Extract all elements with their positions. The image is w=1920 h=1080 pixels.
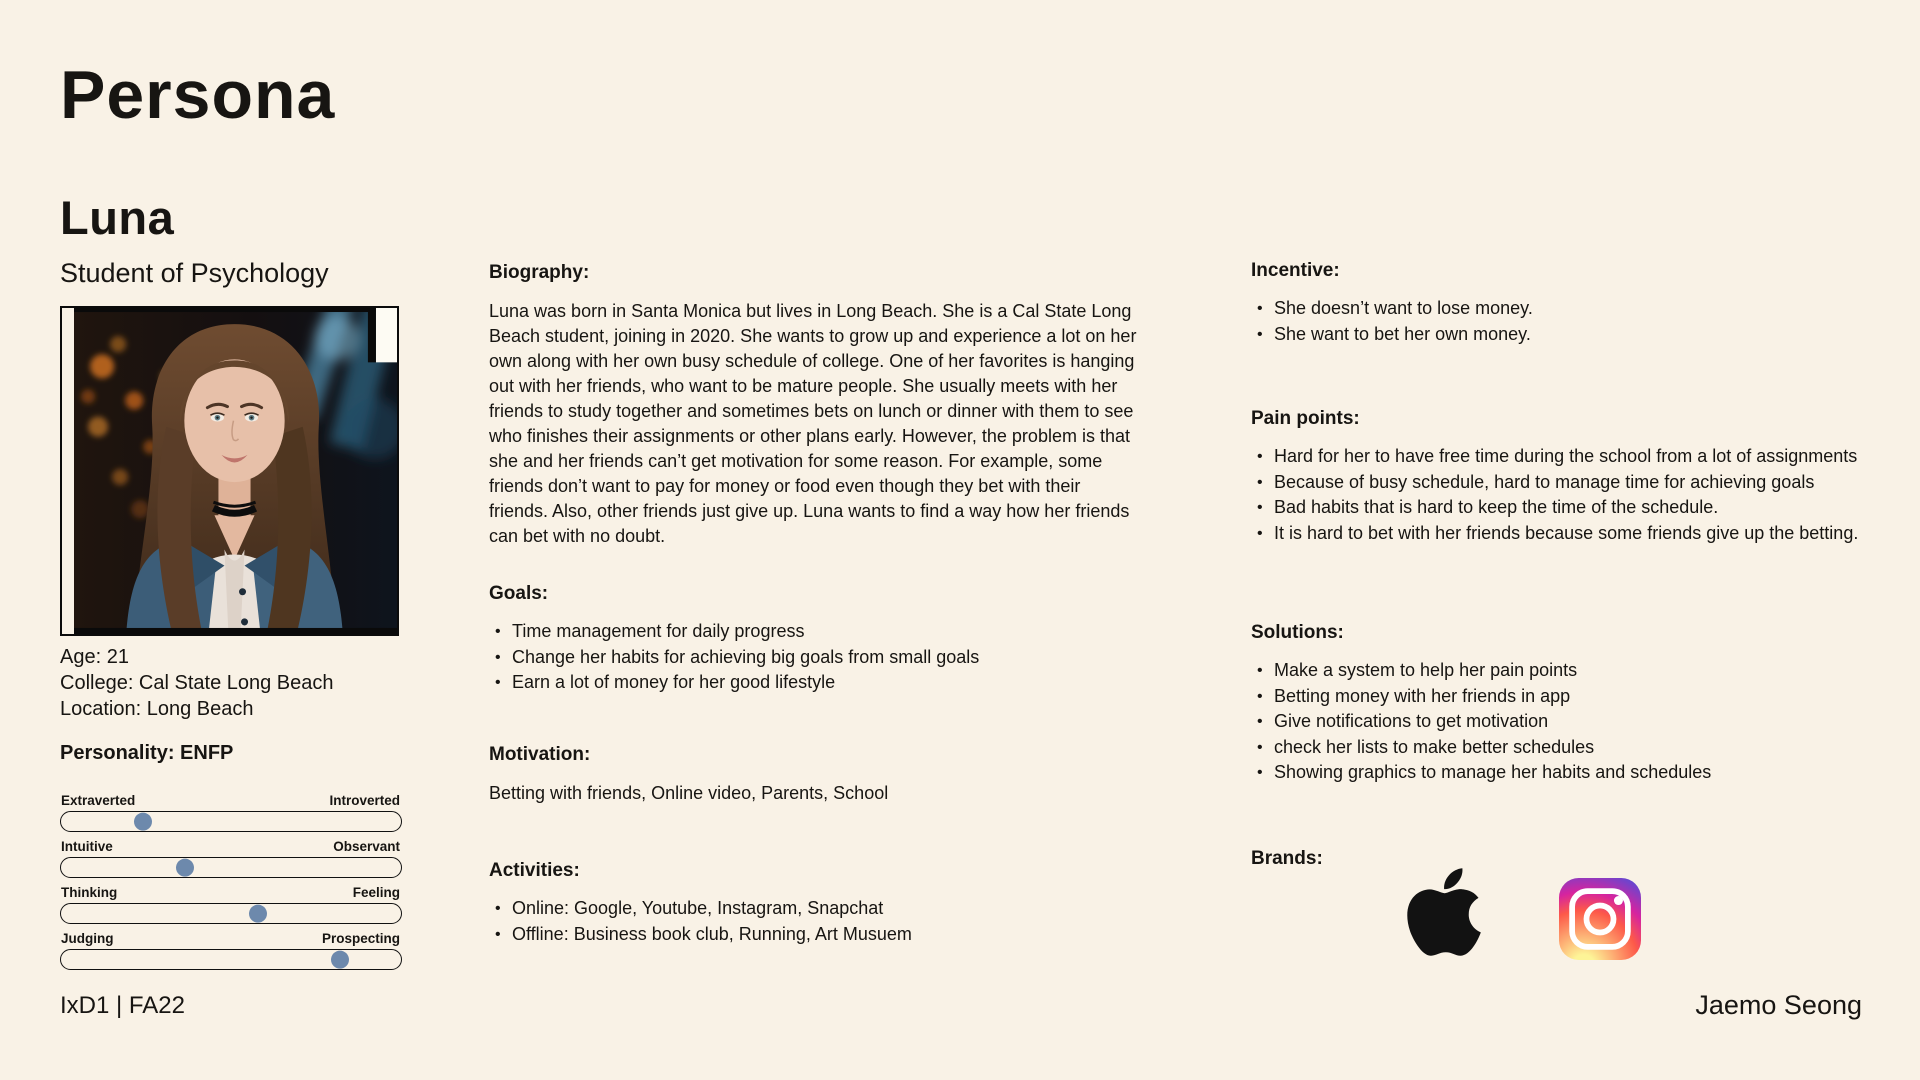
persona-photo bbox=[60, 306, 399, 636]
section-heading: Solutions: bbox=[1251, 622, 1344, 643]
slider-handle[interactable] bbox=[249, 904, 267, 922]
profile-age: Age: 21 bbox=[60, 646, 129, 668]
course-code: IxD1 | FA22 bbox=[60, 992, 185, 1019]
list-item: • Hard for her to have free time during the school from a lot of assignments bbox=[1251, 444, 1911, 470]
slider-track bbox=[60, 949, 402, 970]
list-item: • Bad habits that is hard to keep the time of the schedule. bbox=[1251, 495, 1911, 521]
biography-text: Luna was born in Santa Monica but lives in Long Beach. She is a Cal State Long Beach student, joining in 2020. She wants to grow up and experience a lot on her own along with her own busy schedule of college. One of her favorites is hanging out with her friends, who want to be mature people. She usually meets with her friends to study together and sometimes bets on lunch or dinner with them to see who finishes their assignments or other plans early. However, the problem is that she and her friends can’t get motivation for some reason. For example, some friends don’t want to pay for money or food even though they bet with their friends. Also, other friends just give up. Luna wants to find a way how her friends can bet with no doubt. bbox=[489, 301, 1137, 546]
slider-track bbox=[60, 903, 402, 924]
brand-logos bbox=[1251, 848, 1911, 968]
list-item: • Time management for daily progress bbox=[489, 619, 1144, 645]
section-heading: Pain points: bbox=[1251, 408, 1360, 429]
slider-right-label: Feeling bbox=[352, 885, 400, 900]
section-heading: Goals: bbox=[489, 583, 549, 604]
slider-left-label: Judging bbox=[61, 931, 114, 946]
list-item: • She want to bet her own money. bbox=[1251, 322, 1911, 348]
section-solutions bbox=[1251, 622, 1911, 786]
section-pain-points bbox=[1251, 408, 1911, 546]
slider-judging-prospecting bbox=[60, 931, 402, 970]
personality-label: Personality: ENFP bbox=[60, 742, 234, 764]
list-item: • check her lists to make better schedules bbox=[1251, 735, 1911, 761]
list-item: • Earn a lot of money for her good lifestyle bbox=[489, 670, 1144, 696]
list-item: • Online: Google, Youtube, Instagram, Snapchat bbox=[489, 896, 1144, 922]
list-item: • Make a system to help her pain points bbox=[1251, 658, 1911, 684]
list-item: • Because of busy schedule, hard to manage time for achieving goals bbox=[1251, 470, 1911, 496]
apple-logo-icon bbox=[1406, 862, 1482, 962]
section-heading: Incentive: bbox=[1251, 260, 1340, 281]
instagram-logo-icon bbox=[1559, 878, 1641, 960]
list-item: • Showing graphics to manage her habits and schedules bbox=[1251, 760, 1911, 786]
author-name: Jaemo Seong bbox=[1695, 990, 1862, 1020]
slider-left-label: Intuitive bbox=[61, 839, 113, 854]
persona-role: Student of Psychology bbox=[60, 258, 329, 288]
slider-left-label: Thinking bbox=[61, 885, 118, 900]
persona-name: Luna bbox=[60, 191, 175, 244]
slider-handle[interactable] bbox=[331, 950, 349, 968]
section-motivation bbox=[489, 744, 1144, 806]
profile-details bbox=[60, 644, 334, 722]
incentive-list bbox=[1251, 296, 1911, 347]
section-biography bbox=[489, 262, 1144, 549]
section-activities bbox=[489, 860, 1144, 947]
pain-points-list bbox=[1251, 444, 1911, 546]
section-goals bbox=[489, 583, 1144, 696]
slider-extraverted-introverted bbox=[60, 793, 402, 832]
list-item: • Give notifications to get motivation bbox=[1251, 709, 1911, 735]
slider-handle[interactable] bbox=[134, 812, 152, 830]
slider-track bbox=[60, 857, 402, 878]
slider-thinking-feeling bbox=[60, 885, 402, 924]
motivation-text: Betting with friends, Online video, Parents, School bbox=[489, 783, 889, 803]
slider-track bbox=[60, 811, 402, 832]
list-item: • Change her habits for achieving big goals from small goals bbox=[489, 645, 1144, 671]
solutions-list bbox=[1251, 658, 1911, 786]
section-heading: Motivation: bbox=[489, 744, 591, 765]
profile-location: Location: Long Beach bbox=[60, 698, 254, 720]
activities-list bbox=[489, 896, 1144, 947]
slider-left-label: Extraverted bbox=[61, 793, 136, 808]
slider-intuitive-observant bbox=[60, 839, 402, 878]
slider-right-label: Introverted bbox=[329, 793, 400, 808]
list-item: • She doesn’t want to lose money. bbox=[1251, 296, 1911, 322]
list-item: • It is hard to bet with her friends because some friends give up the betting. bbox=[1251, 521, 1911, 547]
goals-list bbox=[489, 619, 1144, 696]
section-heading: Biography: bbox=[489, 262, 590, 283]
section-heading: Activities: bbox=[489, 860, 580, 881]
section-heading: Brands: bbox=[1251, 848, 1323, 869]
slider-right-label: Observant bbox=[333, 839, 400, 854]
slider-right-label: Prospecting bbox=[321, 931, 400, 946]
page-title: Persona bbox=[60, 57, 336, 133]
section-brands bbox=[1251, 848, 1911, 870]
personality-sliders bbox=[60, 793, 402, 977]
section-incentive bbox=[1251, 260, 1911, 347]
list-item: • Betting money with her friends in app bbox=[1251, 684, 1911, 710]
list-item: • Offline: Business book club, Running, Art Musuem bbox=[489, 922, 1144, 948]
profile-college: College: Cal State Long Beach bbox=[60, 672, 334, 694]
slider-handle[interactable] bbox=[176, 858, 194, 876]
portrait-illustration bbox=[74, 308, 397, 634]
